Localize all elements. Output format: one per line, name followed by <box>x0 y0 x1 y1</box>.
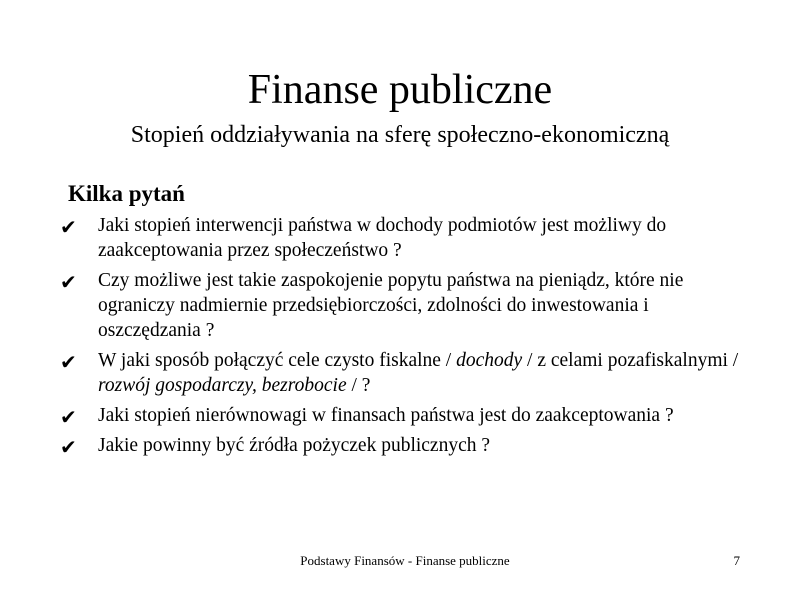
page-number: 7 <box>733 553 740 568</box>
question-text: / ? <box>346 375 371 396</box>
slide-subtitle: Stopień oddziaływania na sferę społeczno-ekonomiczną <box>130 122 670 148</box>
question-text: Jaki stopień nierównowagi w finansach państwa jest do zaakceptowania ? <box>98 405 674 426</box>
checkmark-icon: ✔ <box>60 435 77 459</box>
slide-title: Finanse publiczne <box>247 67 553 113</box>
question-text: Jaki stopień interwencji państwa w dochody podmiotów jest możliwy do zaakceptowania przez społeczeństwo ? <box>98 215 667 261</box>
checkmark-icon: ✔ <box>60 270 77 294</box>
list-item <box>56 213 756 263</box>
list-item <box>56 268 756 343</box>
question-list <box>56 213 756 463</box>
question-text-italic: dochody <box>456 350 523 371</box>
checkmark-icon: ✔ <box>60 405 77 429</box>
question-text: Czy możliwe jest takie zaspokojenie popytu państwa na pieniądz, które nie ograniczy nadmiernie przedsiębiorczości, zdolności do inwestowania i oszczędzania ? <box>98 270 684 341</box>
question-text: / z celami pozafiskalnymi / <box>522 350 739 371</box>
checkmark-icon: ✔ <box>60 215 77 239</box>
list-item <box>56 433 756 458</box>
footer-text: Podstawy Finansów - Finanse publiczne <box>300 553 510 568</box>
question-text: Jakie powinny być źródła pożyczek publicznych ? <box>98 435 491 456</box>
list-item <box>56 403 756 428</box>
question-text-italic: rozwój gospodarczy, bezrobocie <box>98 375 347 396</box>
checkmark-icon: ✔ <box>60 350 77 374</box>
section-heading: Kilka pytań <box>68 181 185 206</box>
list-item <box>56 348 756 398</box>
question-text: W jaki sposób połączyć cele czysto fiskalne / <box>98 350 457 371</box>
